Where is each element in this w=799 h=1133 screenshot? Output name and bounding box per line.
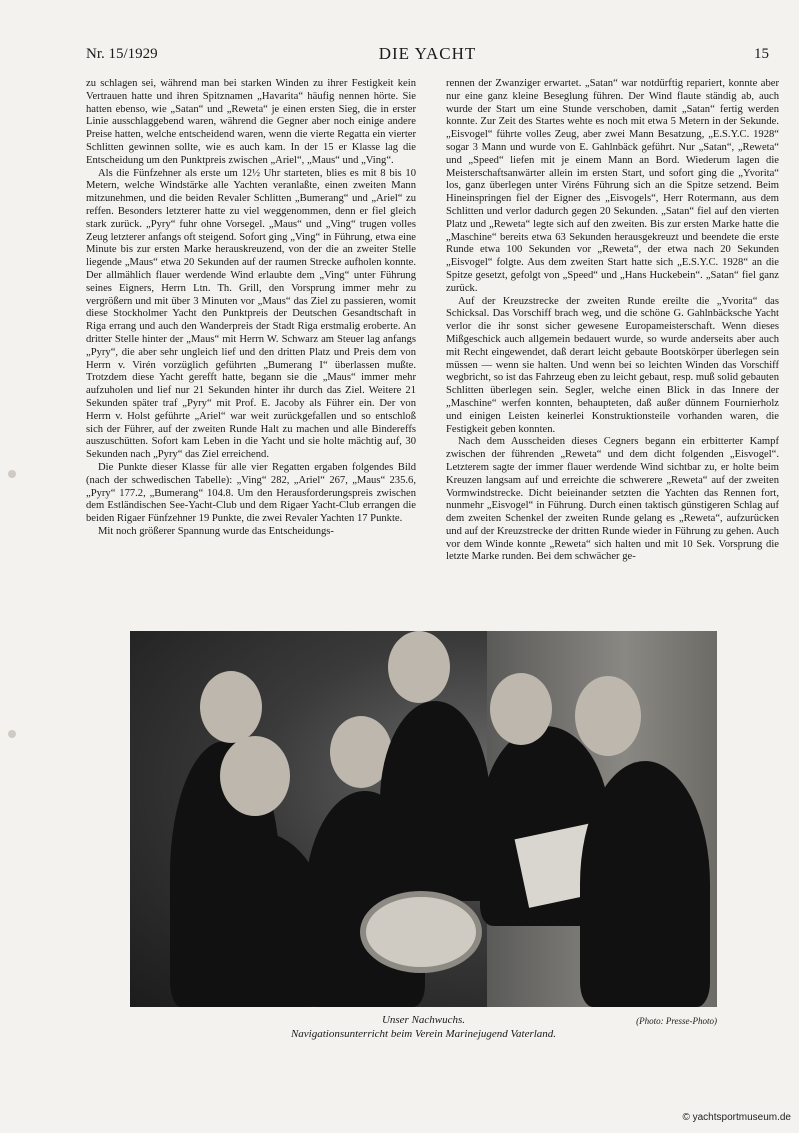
paragraph: Auf der Kreuzstrecke der zweiten Runde ereilte die „Yvorita“ das Schicksal. Das Vorschiff brach weg, und die schöne G. Gahlnbäcksche Yacht verlor die ihr sonst sicher gewesene Europameisterschaft. Wenn dieses Mißgeschick auch allgemein bedauert wurde, so wurde anderseits aber auch mit Recht eingewendet, daß derart leicht gebaute Bootskörper überlegen sein müssen — wenn sie halten. Und wenn bei so leichten Winden das Vorschiff wegbricht, so ist das Fahrzeug eben zu leicht gebaut, resp. muß solid gebauten Schlitten überlegen sein. Segler, welche einen Blick in das Innere der „Maschine“ werfen konnten, behaupteten, daß außer dünnem Fournierholz und einigen Leisten keinerlei Konstruktionsteile vorhanden waren, die Festigkeit geben konnten.	[446, 295, 779, 435]
photo-figure	[580, 761, 710, 1007]
paragraph: zu schlagen sei, während man bei starken Winden zu ihrer Festigkeit kein Vertrauen hatte und ihren Spitznamen „Havarita“ häufig nennen hörte. Sie hatten ebenso, wie „Satan“ und „Reweta“ je einen ersten Sieg, die in erster Linie ausschlaggebend waren, während die Gegner aber noch einige andere Preise hatten, welche entscheidend waren, wenn die vierte Regatta ein vierter Schlitten gewinnen sollte, wie es auch kam. In der 15 er Klasse lag die Entscheidung um den Punktpreis zwischen „Ariel“, „Maus“ und „Ving“.	[86, 78, 416, 166]
left-column	[86, 78, 416, 618]
photo-head	[490, 673, 552, 745]
binding-hole	[8, 470, 16, 478]
page-header	[86, 40, 769, 66]
photo-figure	[380, 701, 490, 901]
paragraph: rennen der Zwanziger erwartet. „Satan“ war notdürftig repariert, konnte aber nur eine ganz kleine Beseglung führen. Der Wind flaute ständig ab, auch wurde der Start um eine Stunde verschoben, damit „Satan“ fertig werden konnte. Zur Zeit des Startes wehte es noch mit etwa 5 Metern in der Sekunde. „Eisvogel“ führte volles Zeug, aber zwei Mann Besatzung, „E.S.Y.C. 1928“ sogar 3 Mann und wurde von E. Gahlnbäck geführt. Nur „Satan“, „Reweta“ und „Speed“ liefen mit je einem Mann an Bord. Wiederum lagen die Meisterschaftsanwärter allein im ersten Start, und sofort ging die „Yvorita“ los, ganz überlegen unter Viréns Führung sich an die Spitze setzend. Beim Hineinspringen fiel der Eigner des „Eisvogels“, Herr Rotermann, aus dem Schlitten und verlor dadurch gegen 20 Sekunden. „Satan“ fiel auf den vierten Platz und „Reweta“ legte sich auf den zweiten. Bis zur ersten Marke hatte die „Maschine“ bereits etwa 63 Sekunden herausgekreuzt und beendete die erste Runde etwa 100 Sekunden vor „Reweta“, der etwa nach 20 Sekunden „Eisvogel“ folgte. Aus dem zweiten Start hatte sich „E.S.Y.C. 1928“ an die Spitze gesetzt, gefolgt von „Speed“ und „Hans Huckebein“. „Satan“ fiel ganz zurück.	[446, 78, 779, 294]
paragraph: Mit noch größerer Spannung wurde das Entscheidungs-	[98, 525, 334, 537]
right-column	[446, 78, 779, 618]
photo-head	[575, 676, 641, 756]
watermark: © yachtsportmuseum.de	[682, 1112, 791, 1123]
photo-caption	[130, 1014, 717, 1040]
navigation-class-photo	[130, 631, 717, 1007]
issue-number: Nr. 15/1929	[86, 46, 158, 62]
binding-hole	[8, 730, 16, 738]
photo-credit: (Photo: Presse-Photo)	[636, 1016, 717, 1026]
photo-figure	[185, 831, 325, 1007]
photo-head	[388, 631, 450, 703]
paragraph: Als die Fünfzehner als erste um 12½ Uhr starteten, blies es mit 8 bis 10 Metern, welche Windstärke alle Yachten veranlaßte, einen zweiten Mann mitzunehmen, und die beiden Revaler Schlitten „Bumerang“ und „Ariel“ zu reffen. Besonders letzterer hatte zu viel weggenommen, denn er fiel gleich stark zurück. „Pyry“ fuhr ohne Vorsegel. „Maus“ und „Ving“ trugen volles Zeug letzterer anfangs oft steigend. Sofort ging „Ving“ in Führung, etwa eine Minute bis zur ersten Marke herauskreuzend, von der die an zweiter Stelle liegende „Maus“ etwa 20 Sekunden auf der raumen Strecke aufholen konnte. Der allmählich flauer werdende Wind erlaubte dem „Ving“ unter Führung seines Eigners, Herrn Ltn. Th. Grill, den Vorsprung immer mehr zu vergrößern und mit über 3 Minuten vor „Maus“ das Ziel zu passieren, womit diese Stockholmer Yacht den Punktpreis der Deutschen Gesandtschaft in Riga errang und auch den Wanderpreis der Stadt Riga erstmalig eroberte. An dritter Stelle hinter der „Maus“ mit Herrn W. Schwarz am Steuer lag anfangs „Pyry“, die aber sehr ungleich lief und den dritten Platz und Preis dem von Herrn v. Virén vorzüglich geführten „Bumerang I“ überlassen mußte. Trotzdem diese Yacht gerefft hatte, begann sie die „Maus“ immer mehr aufzuholen und lief nur 21 Sekunden hinter ihr durch das Ziel. Weitere 21 Sekunden später traf „Pyry“ mit Prof. E. Jacoby als Führer ein. Der von Herrn v. Holst geführte „Ariel“ war weit zurückgefallen und so entschloß sich der Führer, auf der zweiten Runde Halt zu machen und alle Bindereffs auszuschütten. Sofort kam Leben in die Yacht und sie holte mächtig auf, 30 Sekunden nach „Pyry“ das Ziel erreichend.	[86, 167, 416, 461]
caption-title: Unser Nachwuchs.	[381, 1014, 466, 1026]
photo-compass	[360, 891, 482, 973]
photo-head	[220, 736, 290, 816]
caption-text: Navigationsunterricht beim Verein Marinejugend Vaterland.	[290, 1028, 557, 1040]
paragraph: Die Punkte dieser Klasse für alle vier Regatten ergaben folgendes Bild (nach der schwedischen Tabelle): „Ving“ 282, „Ariel“ 267, „Maus“ 235.6, „Pyry“ 177.2, „Bumerang“ 104.8. Um den Herausforderungspreis zwischen dem Estländischen See-Yacht-Club und dem Rigaer Yacht-Club errangen die beiden Rigaer Fünfzehner 19 Punkte, die zwei Revaler Yachten 17 Punkte.	[86, 461, 416, 525]
page-number: 15	[754, 46, 769, 62]
photo-head	[200, 671, 262, 743]
paragraph: Nach dem Ausscheiden dieses Cegners begann ein erbitterter Kampf zwischen der führenden „Reweta“ und dem dicht folgenden „Eisvogel“. Letzterem sagte der immer flauer werdende Wind sichtbar zu, er holte beim Kreuzen langsam auf und erreichte die schwerere „Reweta“ auf der zweiten Vormwindstrecke. Dicht beieinander setzten die Yachten das Rennen fort, nunmehr „Eisvogel“ in Führung. Durch einen taktisch günstigeren Schlag auf dem zweiten Schenkel der zweiten Runde gelang es „Reweta“, aufzurücken und auf der Kreuzstrecke der dritten Runde wieder in Führung zu gehen. Auch vor dem Winde konnte „Reweta“ sich halten und mit 10 Sek. Vorsprung die letzte Marke runden. Bei dem schwächer ge-	[446, 436, 779, 563]
magazine-title: DIE YACHT	[378, 44, 477, 63]
